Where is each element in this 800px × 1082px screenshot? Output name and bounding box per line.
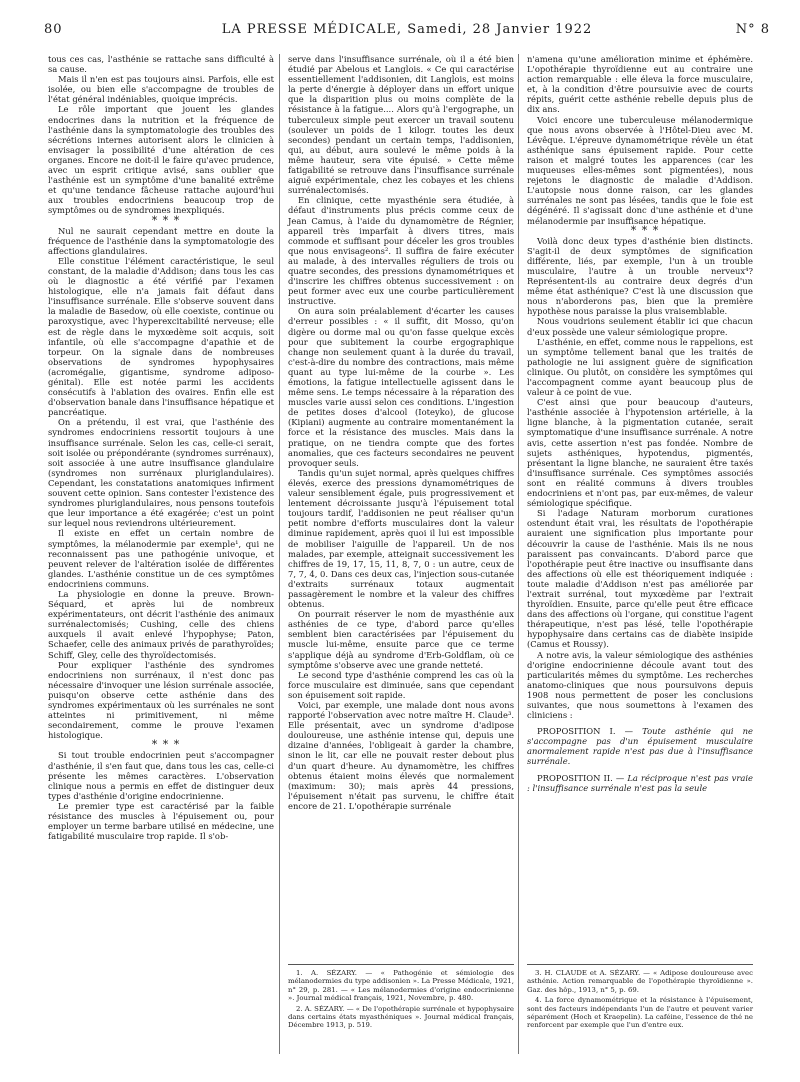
paragraph: n'amena qu'une amélioration minime et éphémère. L'opothérapie thyroïdienne eut au contraire une action remarquable : elle éleva la force musculaire, et, à la condition d'être poursuivie avec de courts répits, guérit cette asthénie rebelle depuis plus de dix ans. bbox=[527, 54, 753, 115]
column-left bbox=[48, 54, 274, 1054]
proposition-1 bbox=[527, 726, 753, 766]
paragraph: Pour expliquer l'asthénie des syndromes endocriniens non surrénaux, il n'est donc pas nécessaire d'invoquer une lésion surrénale associée, puisqu'on observe cette asthénie dans des syndromes expérimentaux où les surrénales ne sont atteintes ni primitivement, ni même secondairement, comme le prouve l'examen histologique. bbox=[48, 659, 274, 741]
column-middle bbox=[288, 54, 514, 960]
paragraph: A notre avis, la valeur sémiologique des asthénies d'origine endocrinienne découle avant tout des particularités mêmes du symptôme. Les recherches anatomo-cliniques que nous poursuivons depuis 1908 nous permettent de poser les conclusions suivantes, que nous soumettons à l'examen des cliniciens : bbox=[527, 649, 753, 721]
paragraph: Nous voudrions seulement établir ici que chacun d'eux possède une valeur sémiologique propre. bbox=[527, 316, 753, 337]
paragraph: Tandis qu'un sujet normal, après quelques chiffres élevés, exerce des pressions dynamométriques de valeur sensiblement égale, puis progressivement et lentement décroissante jusqu'à l'épuisement total toujours tardif, l'addisonien ne peut réaliser qu'un petit nombre d'efforts musculaires dont la valeur diminue rapidement, après quoi il lui est impossible de mobiliser l'aiguille de l'appareil. Un de nos malades, par exemple, atteignait successivement les chiffres de 19, 17, 15, 11, 8, 7, 0 : un autre, ceux de 7, 7, 4, 0. Dans ces deux cas, l'injection sous-cutanée d'extraits surrénaux totaux augmentait passagèrement le nombre et la valeur des chiffres obtenus. bbox=[288, 467, 514, 610]
section-separator: * * * bbox=[151, 738, 181, 752]
paragraph: Elle constitue l'élément caractéristique, le seul constant, de la maladie d'Addison; dans tous les cas où le diagnostic a été vérifié par l'examen histologique, elle n'a jamais fait défaut dans l'insuffisance surrénale. Elle s'observe souvent dans la maladie de Basedow, où elle coexiste, continue ou paroxystique, avec l'hyperexcitabilité nerveuse; elle est de règle dans le myxœdème soit acquis, soit infantile, où elle s'accompagne d'apathie et de torpeur. On la signale dans de nombreuses observations de syndromes hypophysaires (acromégalie, gigantisme, syndrome adiposo-génital). Elle est notée parmi les accidents consécutifs à l'ablation des ovaires. Enfin elle est d'observation banale dans l'insuffisance hépatique et pancréatique. bbox=[48, 255, 274, 418]
page-number: 80 bbox=[44, 22, 63, 37]
column-divider bbox=[279, 54, 280, 1054]
page-header bbox=[44, 22, 770, 42]
proposition-2 bbox=[527, 773, 753, 793]
footnote: 2. A. SÉZARY. — « De l'opothérapie surrénale et hypophysaire dans certains états myasthéniques ». Journal médical français, Décembre 1913, p. 519. bbox=[288, 1004, 514, 1030]
footnotes-middle bbox=[288, 969, 514, 1032]
paragraph: En clinique, cette myasthénie sera étudiée, à défaut d'instruments plus précis comme ceux de Jean Camus, à l'aide du dynamomètre de Régnier, appareil très imparfait à divers titres, mais commode et suffisant pour déceler les gros troubles que nous envisageons². Il suffira de faire exécuter au malade, à des intervalles réguliers de trois ou quatre secondes, des pressions dynamométriques et d'inscrire les chiffres obtenus successivement : on peut former avec eux une courbe particulièrement instructive. bbox=[288, 195, 514, 307]
footnote-rule bbox=[288, 964, 514, 965]
footnote: 4. La force dynamométrique et la résistance à l'épuisement, sont des facteurs indépendants l'un de l'autre et peuvent varier séparément (Hoch et Kraepelin). La caféine, l'essence de thé ne renforcent par exemple que l'un d'entre eux. bbox=[527, 996, 753, 1030]
paragraph: On a prétendu, il est vrai, que l'asthénie des syndromes endocriniens ressortit toujours à une insuffisance surrénale. Selon les cas, celle-ci serait, soit isolée ou prépondérante (syndromes surrénaux), soit associée à une autre insuffisance glandulaire (syndromes non surrénaux pluriglandulaires). Cependant, les constatations anatomiques infirment souvent cette opinion. Sans contester l'existence des syndromes pluriglandulaires, nous pensons toutefois que leur importance a été exagérée; c'est un point sur lequel nous reviendrons ultérieurement. bbox=[48, 417, 274, 529]
proposition-2-label: PROPOSITION II. — bbox=[537, 772, 625, 783]
paragraph: On aura soin préalablement d'écarter les causes d'erreur possibles : « il suffit, dit Mosso, qu'on digère ou dorme mal ou qu'on fasse quelque excès pour que subitement la courbe ergographique change non seulement quant à la durée du travail, c'est-à-dire du nombre des contractions, mais même quant au type lui-même de la courbe ». Les émotions, la fatigue intellectuelle agissent dans le même sens. Le temps nécessaire à la réparation des muscles varie aussi selon ces conditions. L'ingestion de petites doses d'alcool (Ioteyko), de glucose (Kipiani) augmente au contraire momentanément la force et la résistance des muscles. Mais dans la pratique, on ne tiendra compte que des fortes anomalies, que ces facteurs secondaires ne peuvent provoquer seuls. bbox=[288, 306, 514, 468]
proposition-2-text: La réciproque n'est pas vraie : l'insuffisance surrénale n'est pas la seule bbox=[527, 772, 754, 793]
paragraph: Voici encore une tuberculeuse mélanodermique que nous avons observée à l'Hôtel-Dieu avec M. Lévêque. L'épreuve dynamométrique révèle un état asthénique sans épuisement rapide. Pour cette raison et malgré toutes les apparences (car les muqueuses elles-mêmes sont pigmentées), nous rejetons le diagnostic de maladie d'Addison. L'autopsie nous donne raison, car les glandes surrénales ne sont pas lésées, tandis que le foie est dégénéré. Il s'agissait donc d'une asthénie et d'une mélanodermie par insuffisance hépatique. bbox=[527, 114, 753, 226]
paragraph: L'asthénie, en effet, comme nous le rappelions, est un symptôme tellement banal que les traités de pathologie ne lui assignent guère de signification clinique. Ou plutôt, on considère les symptômes qui l'accompagnent comme ayant beaucoup plus de valeur à ce point de vue. bbox=[527, 336, 753, 398]
paragraph: Si tout trouble endocrinien peut s'accompagner d'asthénie, il s'en faut que, dans tous les cas, celle-ci présente les mêmes caractères. L'observation clinique nous a permis en effet de distinguer deux types d'asthénie d'origine endocrinienne. bbox=[48, 750, 274, 801]
paragraph: C'est ainsi que pour beaucoup d'auteurs, l'asthénie associée à l'hypotension artérielle, à la ligne blanche, à la pigmentation cutanée, serait symptomatique d'une insuffisance surrénale. A notre avis, cette assertion n'est pas fondée. Nombre de sujets asthéniques, hypotendus, pigmentés, présentant la ligne blanche, ne sauraient être taxés d'insuffisance surrénale. Ces symptômes associés sont en réalité communs à divers troubles endocriniens et n'ont pas, par eux-mêmes, de valeur sémiologique spécifique. bbox=[527, 397, 753, 509]
paragraph: La physiologie en donne la preuve. Brown-Séquard, et après lui de nombreux expérimentateurs, ont décrit l'asthénie des animaux surrénalectomisés; Cushing, celle des chiens auxquels il avait enlevé l'hypophyse; Paton, Schaefer, celle des animaux privés de parathyroïdes; Schiff, Gley, celle des thyroïdectomisés. bbox=[48, 588, 274, 660]
journal-title: LA PRESSE MÉDICALE, Samedi, 28 Janvier 1922 bbox=[221, 22, 593, 37]
paragraph: Si l'adage Naturam morborum curationes ostendunt était vrai, les résultats de l'opothérapie auraient une signification plus importante pour découvrir la cause de l'asthénie. Mais ils ne nous paraissent pas convaincants. D'abord parce que l'opothérapie peut être inactive ou insuffisante dans des affections où elle est théoriquement indiquée : toute maladie d'Addison n'est pas améliorée par l'extrait surrénal, tout myxœdème par l'extrait thyroïdien. Ensuite, parce qu'elle peut être efficace dans des affections où l'organe, qui constitue l'agent thérapeutique, n'est pas lésé, telle l'opothérapie hypophysaire dans certains cas de diabète insipide (Camus et Roussy). bbox=[527, 508, 753, 650]
proposition-1-text: Toute asthénie qui ne s'accompagne pas d'un épuisement musculaire anormalement rapide n'est pas due à l'insuffisance surrénale. bbox=[527, 726, 753, 767]
paragraph: Mais il n'en est pas toujours ainsi. Parfois, elle est isolée, ou bien elle s'accompagne de troubles de l'état général indéniables, quoique imprécis. bbox=[48, 74, 274, 105]
paragraph: tous ces cas, l'asthénie se rattache sans difficulté à sa cause. bbox=[48, 54, 274, 75]
section-separator: * * * bbox=[630, 223, 660, 237]
paragraph: Le second type d'asthénie comprend les cas où la force musculaire est diminuée, sans que cependant son épuisement soit rapide. bbox=[288, 669, 514, 700]
paragraph: Nul ne saurait cependant mettre en doute la fréquence de l'asthénie dans la symptomatologie des affections glandulaires. bbox=[48, 225, 274, 256]
paragraph: serve dans l'insuffisance surrénale, où il a été bien étudié par Abelous et Langlois. « Ce qui caractérise essentiellement l'addisonien, dit Langlois, est moins la perte d'énergie à déployer dans un effort unique que la disparition plus ou moins complète de la résistance à la fatigue.... Alors qu'à l'ergographe, un tuberculeux simple peut exercer un travail soutenu (soulever un poids de 1 kilogr. toutes les deux secondes) pendant un certain temps, l'addisonien, qui, au début, aura soulevé le même poids à la même hauteur, sera vite épuisé. » Cette même fatigabilité se retrouve dans l'insuffisance surrénale aiguë expérimentale, chez les cobayes et les chiens surrénalectomisés. bbox=[288, 54, 514, 196]
paragraph: On pourrait réserver le nom de myasthénie aux asthénies de ce type, d'abord parce qu'elles semblent bien caractérisées par l'épuisement du muscle lui-même, ensuite parce que ce terme s'applique déjà au syndrome d'Erb-Goldflam, où ce symptôme s'observe avec une grande netteté. bbox=[288, 609, 514, 670]
column-right bbox=[527, 54, 753, 960]
footnotes-right bbox=[527, 969, 753, 1032]
paragraph: Le premier type est caractérisé par la faible résistance des muscles à l'épuisement ou, pour employer un terme barbare utilisé en médecine, une fatigabilité musculaire trop rapide. Il s'ob- bbox=[48, 800, 274, 842]
footnote: 3. H. CLAUDE et A. SÉZARY. — « Adipose douloureuse avec asthénie. Action remarquable de l'opothérapie thyroïdienne ». Gaz. des hôp., 1913, n° 5, p. 69. bbox=[527, 969, 753, 994]
paragraph: Voici, par exemple, une malade dont nous avons rapporté l'observation avec notre maître H. Claude³. Elle présentait, avec un syndrome d'adipose douloureuse, une asthénie intense qui, depuis une dizaine d'années, l'obligeait à garder la chambre, sinon le lit, car elle ne pouvait rester debout plus d'un quart d'heure. Au dynamomètre, les chiffres obtenus étaient moins élevés que normalement (maximum: 30); mais après 44 pressions, l'épuisement n'était pas survenu, le chiffre était encore de 21. L'opothérapie surrénale bbox=[288, 700, 514, 811]
paragraph: Il existe en effet un certain nombre de symptômes, la mélanodermie par exemple¹, qui ne reconnaissent pas une pathogénie univoque, et peuvent relever de l'altération isolée de différentes glandes. L'asthénie constitue un de ces symptômes endocriniens communs. bbox=[48, 528, 274, 589]
proposition-1-label: PROPOSITION I. — bbox=[537, 726, 634, 737]
paragraph: Voilà donc deux types d'asthénie bien distincts. S'agit-il de deux symptômes de signification différente, liés, par exemple, l'un à un trouble musculaire, l'autre à un trouble nerveux⁴? Représentent-ils au contraire deux degrés d'un même état asthénique? C'est là une discussion que nous n'aborderons pas, bien que la première hypothèse nous paraisse la plus vraisemblable. bbox=[527, 235, 753, 317]
section-separator: * * * bbox=[151, 213, 181, 227]
footnote-rule bbox=[527, 964, 753, 965]
footnote: 1. A. SÉZARY. — « Pathogénie et sémiologie des mélanodermies du type addisonien ». La Presse Médicale, 1921, n° 29, p. 281. — « Les mélanodermies d'origine endocrinienne ». Journal médical français, 1921, Novembre, p. 480. bbox=[288, 969, 514, 1003]
paragraph: Le rôle important que jouent les glandes endocrines dans la nutrition et la fréquence de l'asthénie dans la symptomatologie des troubles des sécrétions internes autorisent alors le clinicien à envisager la possibilité d'une altération de ces organes. Encore ne doit-il le faire qu'avec prudence, avec un esprit critique avisé, sans oublier que l'asthénie est un symptôme d'une banalité extrême et qu'une tendance fâcheuse rattache aujourd'hui aux troubles endocriniens beaucoup trop de symptômes ou de syndromes inexpliqués. bbox=[48, 104, 274, 216]
issue-number: N° 8 bbox=[735, 22, 770, 37]
column-divider bbox=[518, 54, 519, 1054]
